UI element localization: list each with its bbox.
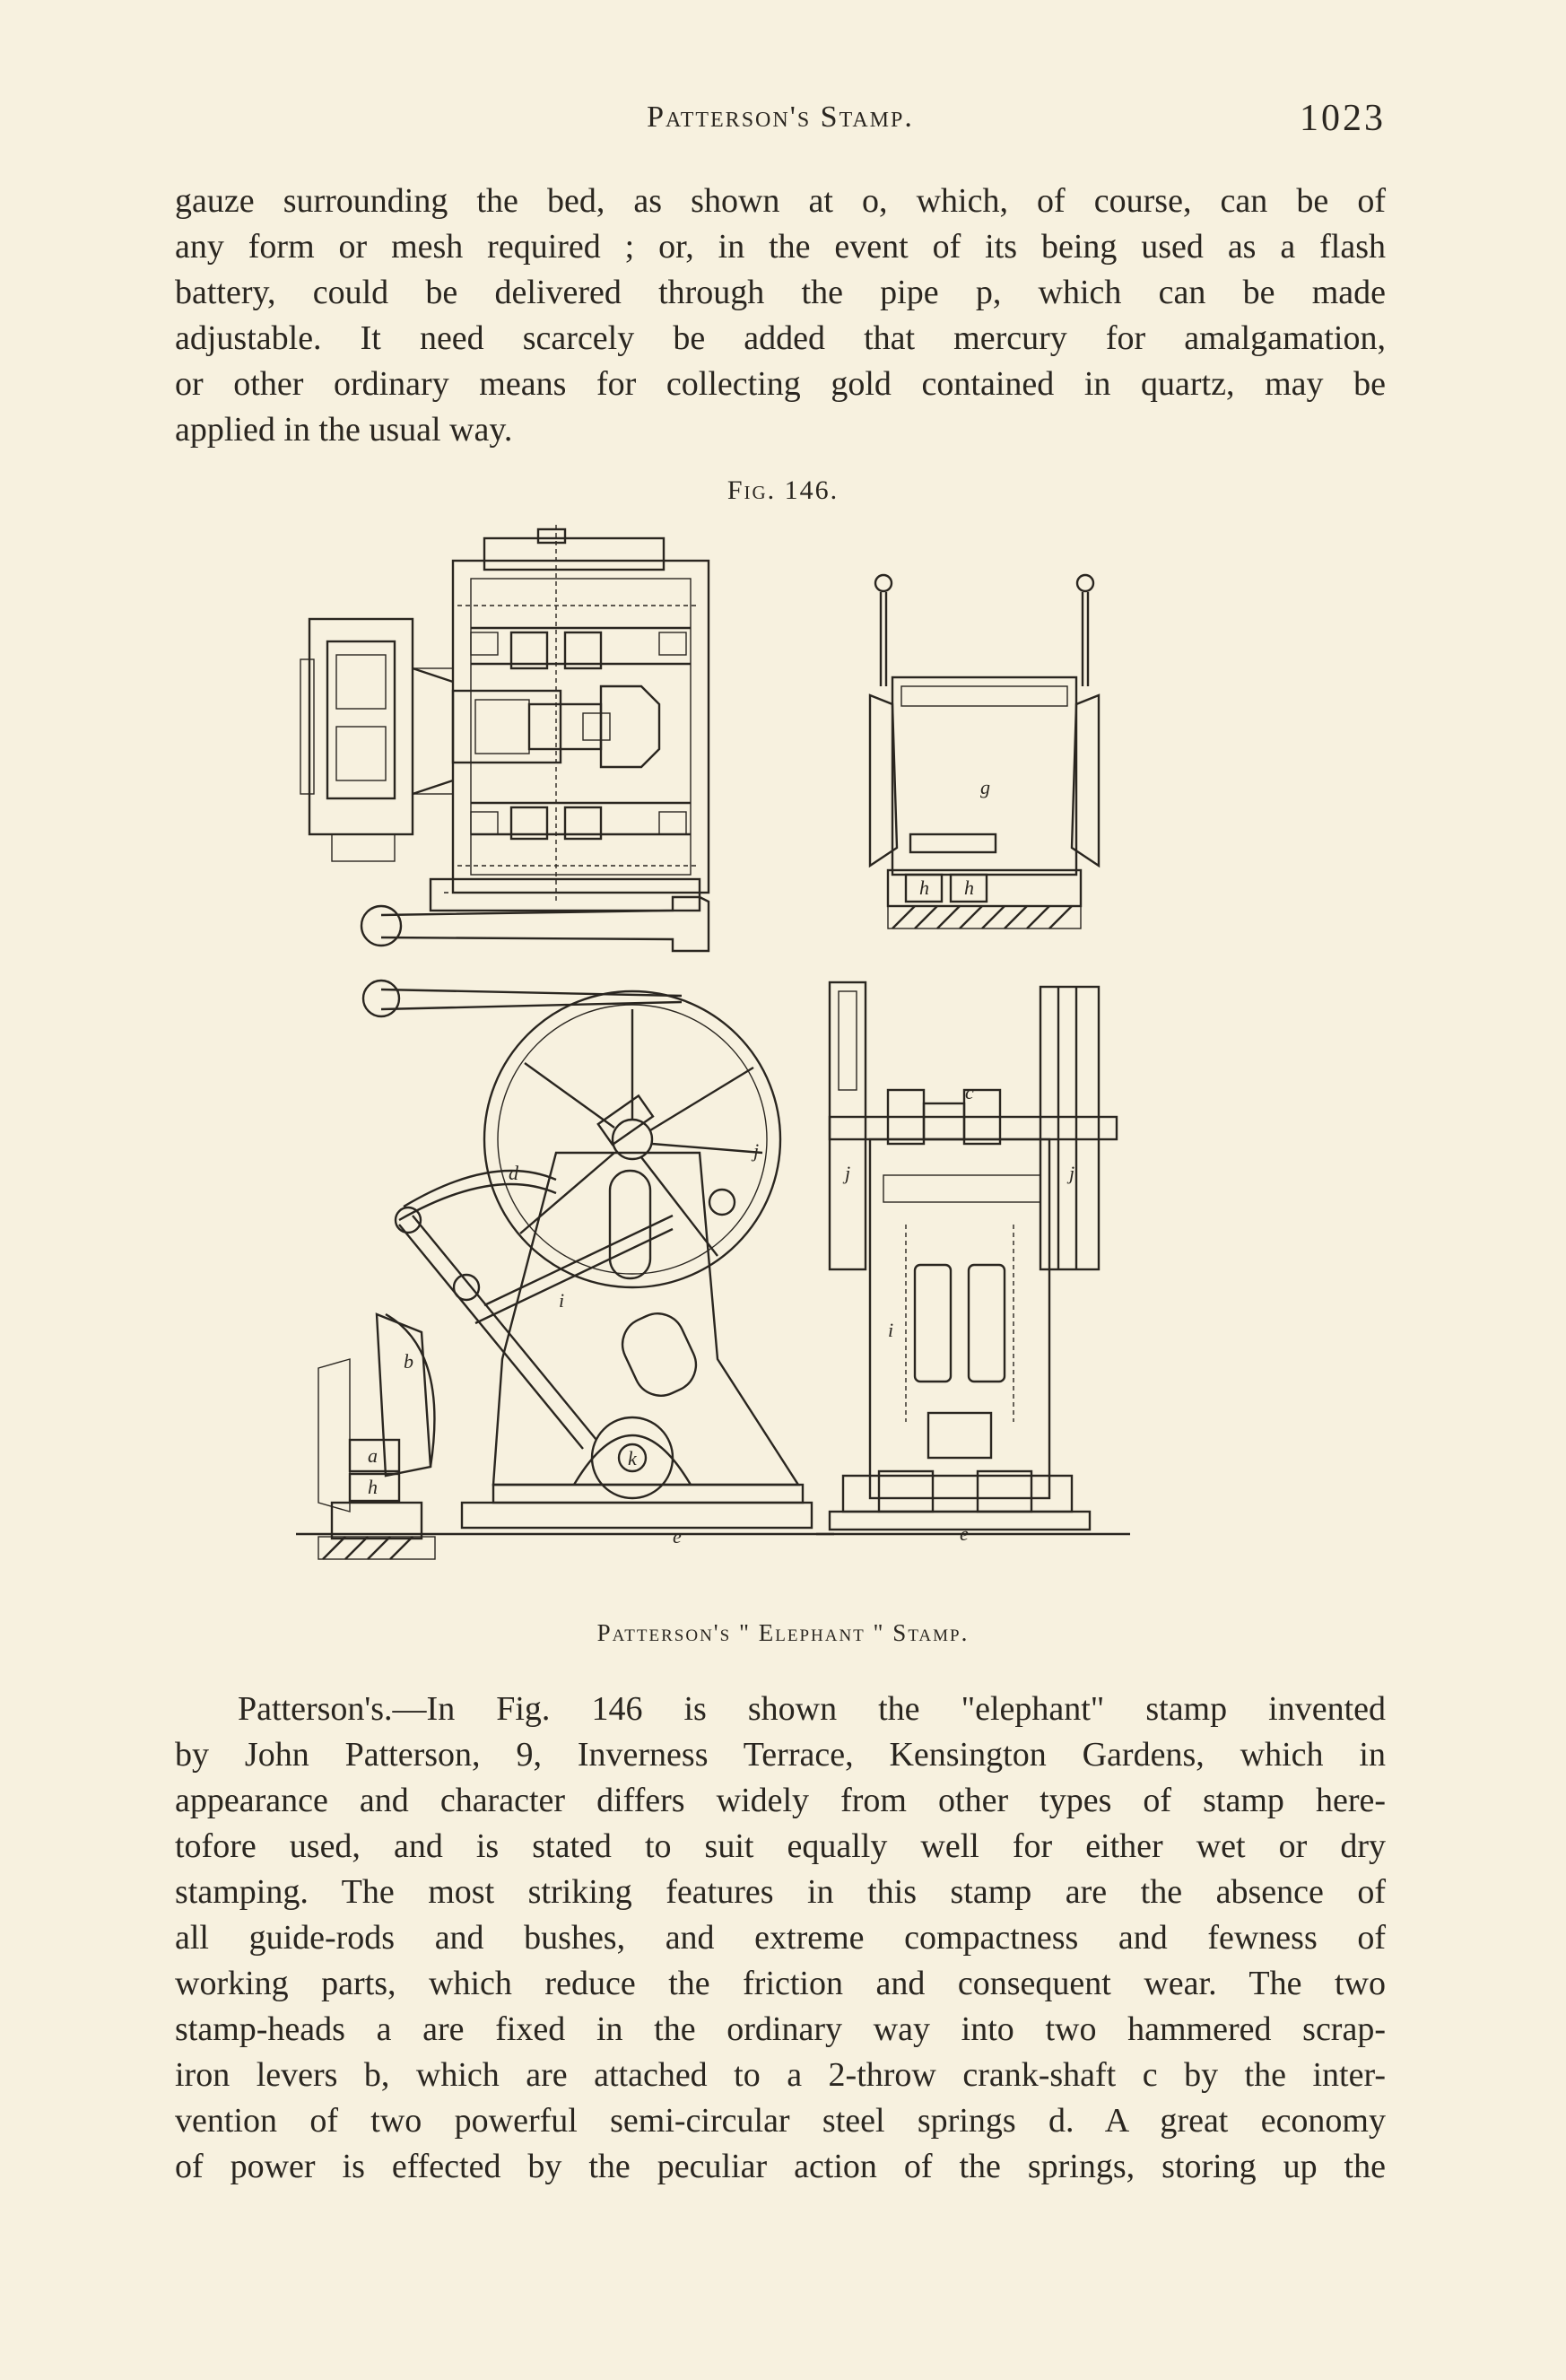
letter-g: g	[980, 776, 990, 798]
text-line: stamp-heads a are fixed in the ordinary way into two hammered scrap-	[175, 2010, 1386, 2048]
text-line: gauze surrounding the bed, as shown at o, which, of course, can be of	[175, 182, 1386, 220]
text-line: of power is effected by the peculiar action of the springs, storing up the	[175, 2148, 1386, 2185]
end-elevation	[870, 575, 1099, 928]
letter-i: i	[888, 1319, 894, 1341]
letter-h: h	[919, 876, 929, 899]
text-line: vention of two powerful semi-circular steel springs d. A great economy	[175, 2102, 1386, 2140]
page-header	[175, 97, 1386, 151]
side-elevation	[296, 991, 834, 1559]
stamp-drawing	[296, 525, 1247, 1610]
text-line: iron levers b, which are attached to a 2-throw crank-shaft c by the inter-	[175, 2056, 1386, 2094]
text-line: battery, could be delivered through the pipe p, which can be made	[175, 274, 1386, 311]
letter-a: a	[368, 1444, 378, 1467]
figure-caption: Patterson's " Elephant " Stamp.	[596, 1619, 970, 1646]
figure-label: Fig. 146.	[726, 475, 840, 505]
text-line: adjustable. It need scarcely be added that mercury for amalgamation,	[175, 319, 1386, 357]
letter-e: e	[673, 1525, 682, 1547]
paragraph-2	[175, 1687, 1386, 2190]
letter-j: j	[845, 1162, 851, 1184]
text-line: stamping. The most striking features in this stamp are the absence of	[175, 1873, 1386, 1911]
letter-b: b	[404, 1350, 413, 1373]
letter-k: k	[628, 1447, 637, 1469]
running-head: Patterson's Stamp.	[647, 100, 914, 134]
letter-i: i	[559, 1289, 565, 1312]
letter-c: c	[965, 1081, 974, 1103]
text-line: applied in the usual way.	[175, 411, 513, 449]
letter-j: j	[753, 1139, 760, 1162]
text-line: any form or mesh required ; or, in the event of its being used as a flash	[175, 228, 1386, 266]
text-line: working parts, which reduce the friction and consequent wear. The two	[175, 1965, 1386, 2002]
paragraph-1	[175, 179, 1386, 453]
stamp-engraving	[296, 525, 1247, 1610]
front-elevation	[816, 982, 1130, 1545]
letter-j: j	[1069, 1162, 1075, 1184]
letter-h: h	[964, 876, 974, 899]
letter-d: d	[509, 1162, 518, 1184]
text-line: appearance and character differs widely from other types of stamp here-	[175, 1782, 1386, 1819]
letter-h: h	[368, 1476, 378, 1498]
text-line: all guide-rods and bushes, and extreme compactness and fewness of	[175, 1919, 1386, 1957]
text-line: Patterson's.—In Fig. 146 is shown the "elephant" stamp invented	[238, 1690, 1386, 1728]
text-line: tofore used, and is stated to suit equally well for either wet or dry	[175, 1827, 1386, 1865]
text-line: by John Patterson, 9, Inverness Terrace, Kensington Gardens, which in	[175, 1736, 1386, 1774]
lever-detail	[361, 897, 709, 1016]
page-number: 1023	[1300, 98, 1386, 139]
plan-view	[300, 525, 709, 911]
letter-e: e	[960, 1522, 969, 1545]
text-line: or other ordinary means for collecting gold contained in quartz, may be	[175, 365, 1386, 403]
